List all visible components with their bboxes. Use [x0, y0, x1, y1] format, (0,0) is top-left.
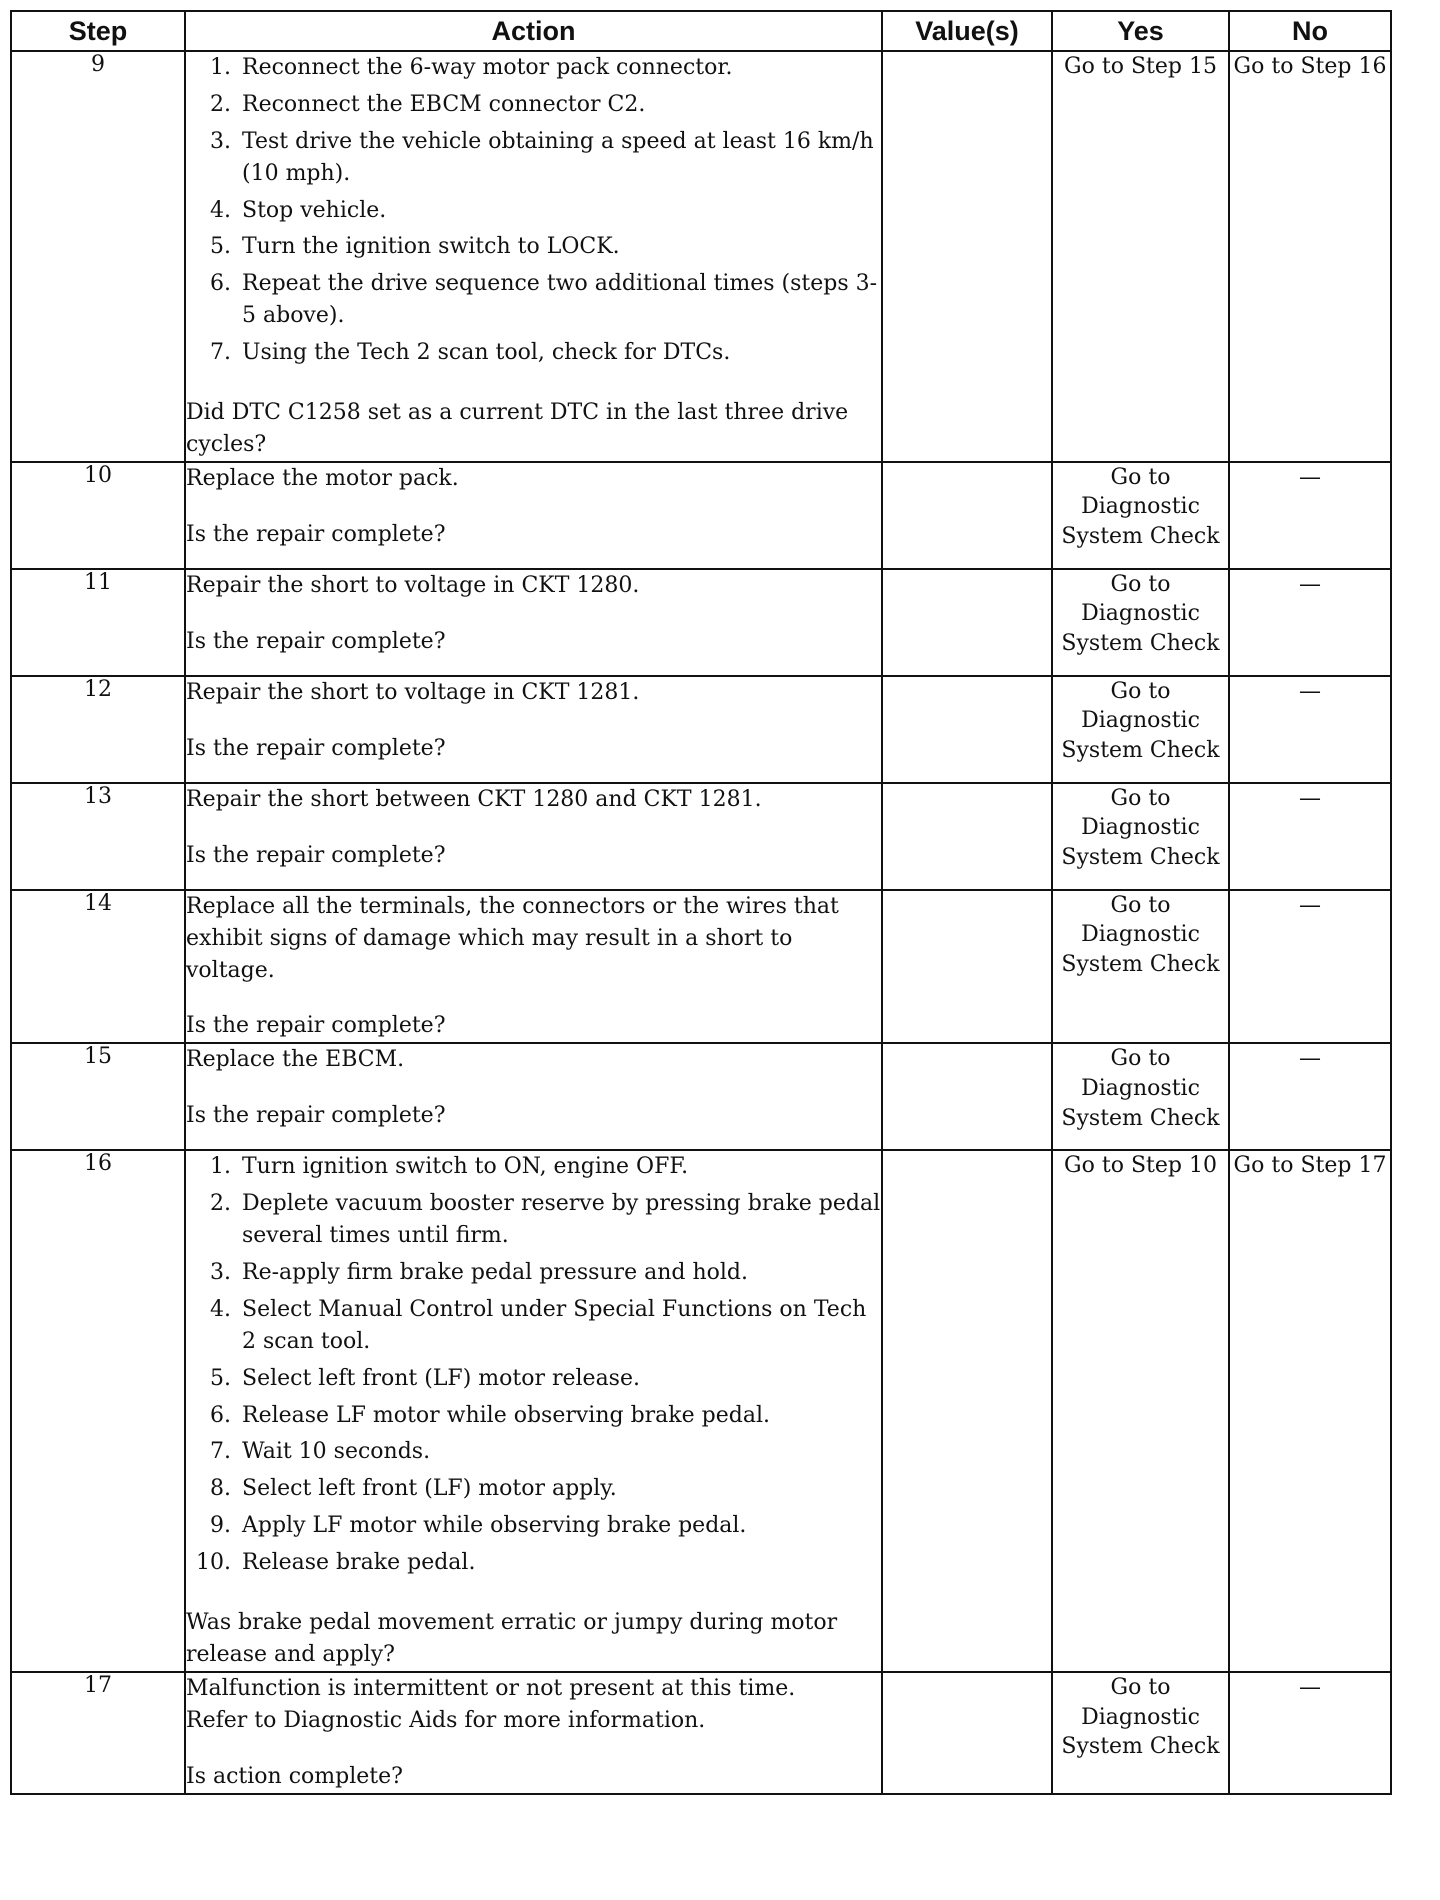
step-number: 12 — [11, 676, 185, 783]
action-step-item: 9. Apply LF motor while observing brake pedal. — [238, 1510, 881, 1542]
action-step-item: 5. Select left front (LF) motor release. — [238, 1363, 881, 1395]
action-step-item: 2. Deplete vacuum booster reserve by pressing brake pedal several times until firm. — [238, 1188, 881, 1252]
action-cell — [185, 1043, 882, 1150]
header-no: No — [1229, 11, 1391, 51]
no-result: — — [1229, 1043, 1391, 1150]
action-step-item: 7. Using the Tech 2 scan tool, check for DTCs. — [238, 337, 881, 369]
action-text: Replace the EBCM. — [186, 1047, 405, 1073]
header-action: Action — [185, 11, 882, 51]
action-text: Replace the motor pack. — [186, 465, 459, 491]
values-cell — [882, 676, 1052, 783]
action-cell — [185, 51, 882, 462]
step-number: 17 — [11, 1672, 185, 1794]
no-result: — — [1229, 462, 1391, 569]
step-number: 14 — [11, 890, 185, 1044]
action-text: Repair the short to voltage in CKT 1280. — [186, 572, 640, 598]
header-values: Value(s) — [882, 11, 1052, 51]
action-step-item: 8. Select left front (LF) motor apply. — [238, 1473, 881, 1505]
table-row — [11, 462, 1391, 569]
action-text: Replace all the terminals, the connectors or the wires that exhibit signs of damage which may result in a short to voltage. — [186, 893, 839, 983]
table-row — [11, 783, 1391, 890]
table-row — [11, 569, 1391, 676]
values-cell — [882, 1672, 1052, 1794]
no-result: Go to Step 16 — [1229, 51, 1391, 462]
action-step-item: 6. Release LF motor while observing brake pedal. — [238, 1400, 881, 1432]
action-cell — [185, 1150, 882, 1671]
action-question: Is the repair complete? — [186, 842, 446, 868]
table-row — [11, 1150, 1391, 1671]
header-step: Step — [11, 11, 185, 51]
action-steps-list — [186, 52, 881, 369]
action-step-item: 1. Turn ignition switch to ON, engine OFF. — [238, 1151, 881, 1183]
yes-result: Go to Diagnostic System Check — [1052, 462, 1229, 569]
action-cell — [185, 783, 882, 890]
step-number: 16 — [11, 1150, 185, 1671]
no-result: — — [1229, 890, 1391, 1044]
header-row — [11, 11, 1391, 51]
action-question: Was brake pedal movement erratic or jumpy during motor release and apply? — [186, 1610, 838, 1667]
values-cell — [882, 1150, 1052, 1671]
action-cell — [185, 676, 882, 783]
action-text: Repair the short between CKT 1280 and CKT 1281. — [186, 786, 762, 812]
step-number: 13 — [11, 783, 185, 890]
header-yes: Yes — [1052, 11, 1229, 51]
yes-result: Go to Diagnostic System Check — [1052, 890, 1229, 1044]
values-cell — [882, 783, 1052, 890]
step-number: 10 — [11, 462, 185, 569]
action-step-item: 6. Repeat the drive sequence two additional times (steps 3-5 above). — [238, 268, 881, 332]
action-step-item: 2. Reconnect the EBCM connector C2. — [238, 89, 881, 121]
step-number: 15 — [11, 1043, 185, 1150]
step-number: 11 — [11, 569, 185, 676]
action-question: Is the repair complete? — [186, 628, 446, 654]
action-step-item: 3. Re-apply firm brake pedal pressure and hold. — [238, 1257, 881, 1289]
yes-result: Go to Step 10 — [1052, 1150, 1229, 1671]
yes-result: Go to Diagnostic System Check — [1052, 1672, 1229, 1794]
action-question: Is the repair complete? — [186, 1013, 446, 1039]
table-row — [11, 890, 1391, 1044]
yes-result: Go to Diagnostic System Check — [1052, 569, 1229, 676]
yes-result: Go to Diagnostic System Check — [1052, 783, 1229, 890]
yes-result: Go to Diagnostic System Check — [1052, 676, 1229, 783]
action-text-line: Malfunction is intermittent or not present at this time. — [186, 1675, 796, 1701]
step-number: 9 — [11, 51, 185, 462]
action-step-item: 7. Wait 10 seconds. — [238, 1436, 881, 1468]
values-cell — [882, 51, 1052, 462]
values-cell — [882, 890, 1052, 1044]
action-cell — [185, 890, 882, 1044]
action-question: Is the repair complete? — [186, 521, 446, 547]
action-question: Is the repair complete? — [186, 1103, 446, 1129]
action-step-item: 4. Stop vehicle. — [238, 195, 881, 227]
action-step-item: 10. Release brake pedal. — [238, 1547, 881, 1579]
action-step-item: 4. Select Manual Control under Special Functions on Tech 2 scan tool. — [238, 1294, 881, 1358]
values-cell — [882, 1043, 1052, 1150]
action-step-item: 1. Reconnect the 6-way motor pack connector. — [238, 52, 881, 84]
table-row — [11, 51, 1391, 462]
action-question: Is the repair complete? — [186, 735, 446, 761]
yes-result: Go to Step 15 — [1052, 51, 1229, 462]
action-cell — [185, 462, 882, 569]
no-result: — — [1229, 676, 1391, 783]
no-result: — — [1229, 783, 1391, 890]
values-cell — [882, 462, 1052, 569]
action-question: Is action complete? — [186, 1763, 403, 1789]
action-text-line: Refer to Diagnostic Aids for more information. — [186, 1707, 706, 1733]
action-step-item: 3. Test drive the vehicle obtaining a speed at least 16 km/h (10 mph). — [238, 126, 881, 190]
action-question: Did DTC C1258 set as a current DTC in the last three drive cycles? — [186, 400, 849, 457]
action-cell — [185, 569, 882, 676]
table-row — [11, 1043, 1391, 1150]
table-row — [11, 676, 1391, 783]
action-steps-list — [186, 1151, 881, 1579]
no-result: — — [1229, 1672, 1391, 1794]
table-row — [11, 1672, 1391, 1794]
diagnostic-table — [10, 10, 1392, 1795]
action-text: Repair the short to voltage in CKT 1281. — [186, 679, 640, 705]
no-result: — — [1229, 569, 1391, 676]
action-step-item: 5. Turn the ignition switch to LOCK. — [238, 231, 881, 263]
yes-result: Go to Diagnostic System Check — [1052, 1043, 1229, 1150]
action-cell — [185, 1672, 882, 1794]
no-result: Go to Step 17 — [1229, 1150, 1391, 1671]
values-cell — [882, 569, 1052, 676]
